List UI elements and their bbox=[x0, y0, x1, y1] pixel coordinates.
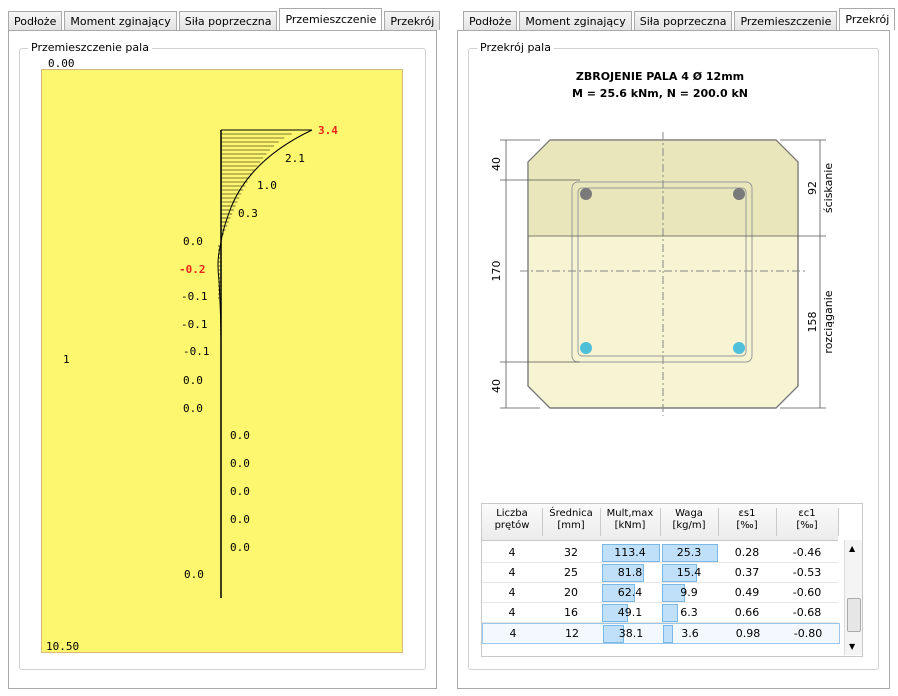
right-tab-1[interactable]: Moment zginający bbox=[519, 11, 631, 30]
dim-compression: 92 bbox=[806, 181, 819, 195]
label-tension: rozciąganie bbox=[822, 290, 835, 354]
displacement-value: 0.0 bbox=[183, 235, 203, 248]
table-cell: 12 bbox=[565, 627, 579, 640]
column-header-unit: [kNm] bbox=[614, 520, 646, 531]
scroll-thumb[interactable] bbox=[847, 598, 861, 632]
table-cell: 0.28 bbox=[734, 546, 760, 559]
displacement-value: -0.1 bbox=[181, 290, 208, 303]
displacement-value: 0.0 bbox=[183, 402, 203, 415]
reinforcement-heading: ZBROJENIE PALA 4 Ø 12mm bbox=[575, 70, 745, 83]
column-header-0[interactable] bbox=[482, 508, 543, 536]
table-row[interactable] bbox=[482, 583, 838, 603]
table-cell: -0.46 bbox=[792, 546, 822, 559]
table-cell: 32 bbox=[564, 546, 578, 559]
table-scrollbar[interactable] bbox=[844, 540, 862, 655]
scroll-up-arrow-icon[interactable]: ▲ bbox=[849, 544, 856, 553]
table-cell: 25.3 bbox=[676, 546, 702, 559]
right-tab-strip bbox=[463, 8, 897, 30]
table-cell: 38.1 bbox=[618, 627, 644, 640]
column-header-5[interactable] bbox=[776, 508, 839, 536]
right-tab-2[interactable]: Siła poprzeczna bbox=[634, 11, 733, 30]
table-cell: 0.37 bbox=[734, 566, 760, 579]
table-cell: 0.98 bbox=[735, 627, 761, 640]
dim-tension: 158 bbox=[806, 311, 819, 333]
table-row[interactable] bbox=[482, 603, 838, 623]
table-row[interactable] bbox=[482, 623, 840, 644]
table-row[interactable] bbox=[482, 563, 838, 583]
column-header-unit: prętów bbox=[494, 520, 530, 531]
table-row[interactable] bbox=[482, 543, 838, 563]
table-cell: 0.66 bbox=[734, 606, 760, 619]
table-cell: -0.68 bbox=[792, 606, 822, 619]
left-tab-3[interactable]: Przemieszczenie bbox=[279, 8, 382, 30]
load-heading: M = 25.6 kNm, N = 200.0 kN bbox=[571, 87, 748, 100]
table-cell: 49.1 bbox=[617, 606, 643, 619]
rebar-top-right bbox=[733, 188, 745, 200]
column-header-1[interactable] bbox=[542, 508, 601, 536]
table-cell: 62.4 bbox=[617, 586, 643, 599]
cross-section-drawing bbox=[480, 130, 860, 420]
table-cell: -0.80 bbox=[793, 627, 823, 640]
left-tab-0[interactable]: Podłoże bbox=[8, 11, 62, 30]
displacement-value: 2.1 bbox=[285, 152, 305, 165]
table-cell: 0.49 bbox=[734, 586, 760, 599]
column-header-unit: [‰] bbox=[796, 520, 818, 531]
table-cell: 81.8 bbox=[617, 566, 643, 579]
table-cell: 3.6 bbox=[681, 627, 699, 640]
column-header-title: Liczba bbox=[496, 508, 528, 519]
displacement-value: 0.3 bbox=[238, 207, 258, 220]
displacement-value: -0.2 bbox=[179, 263, 206, 276]
bars-table bbox=[481, 503, 863, 657]
rebar-top-left bbox=[580, 188, 592, 200]
column-header-title: Waga bbox=[675, 508, 703, 519]
displacement-value: 0.0 bbox=[230, 457, 250, 470]
dim-middle: 170 bbox=[490, 260, 503, 282]
column-header-4[interactable] bbox=[718, 508, 777, 536]
right-tab-3[interactable]: Przemieszczenie bbox=[734, 11, 837, 30]
left-tab-1[interactable]: Moment zginający bbox=[64, 11, 176, 30]
table-cell: 4 bbox=[509, 627, 517, 640]
depth-bottom-label: 10.50 bbox=[46, 640, 80, 653]
column-header-2[interactable] bbox=[600, 508, 661, 536]
table-cell: 25 bbox=[564, 566, 578, 579]
dim-bottom: 40 bbox=[490, 379, 503, 393]
displacement-value: 0.0 bbox=[184, 568, 204, 581]
left-tab-4[interactable]: Przekrój bbox=[384, 11, 440, 30]
column-header-3[interactable] bbox=[660, 508, 719, 536]
column-header-title: Mult,max bbox=[606, 508, 654, 519]
table-cell: 4 bbox=[508, 566, 516, 579]
dim-top: 40 bbox=[490, 157, 503, 171]
displacement-value: 0.0 bbox=[230, 513, 250, 526]
displacement-hatch bbox=[218, 134, 292, 334]
table-cell: 9.9 bbox=[680, 586, 698, 599]
column-header-unit: [kg/m] bbox=[672, 520, 706, 531]
column-header-title: Średnica bbox=[549, 508, 593, 519]
rebar-bottom-right bbox=[733, 342, 745, 354]
table-cell: 4 bbox=[508, 586, 516, 599]
table-cell: 4 bbox=[508, 546, 516, 559]
right-tab-0[interactable]: Podłoże bbox=[463, 11, 517, 30]
column-header-unit: [‰] bbox=[736, 520, 758, 531]
table-cell: 6.3 bbox=[680, 606, 698, 619]
table-cell: 15.4 bbox=[676, 566, 702, 579]
displacement-value: 0.0 bbox=[230, 429, 250, 442]
displacement-value: 0.0 bbox=[230, 485, 250, 498]
displacement-value: 0.0 bbox=[183, 374, 203, 387]
label-compression: ściskanie bbox=[822, 162, 835, 214]
rebar-bottom-left bbox=[580, 342, 592, 354]
right-tab-4[interactable]: Przekrój bbox=[839, 8, 895, 30]
table-cell: 16 bbox=[564, 606, 578, 619]
displacement-value: -0.1 bbox=[181, 318, 208, 331]
table-header bbox=[482, 504, 838, 541]
table-cell: -0.53 bbox=[792, 566, 822, 579]
group-title: Przekrój pala bbox=[477, 41, 554, 54]
table-cell: 20 bbox=[564, 586, 578, 599]
table-cell: 4 bbox=[508, 606, 516, 619]
displacement-value: 3.4 bbox=[318, 124, 338, 137]
displacement-value: -0.1 bbox=[183, 345, 210, 358]
table-cell: 113.4 bbox=[614, 546, 646, 559]
displacement-value: 0.0 bbox=[230, 541, 250, 554]
group-title: Przemieszczenie pala bbox=[28, 41, 152, 54]
left-tab-2[interactable]: Siła poprzeczna bbox=[179, 11, 278, 30]
depth-top-label: 0.00 bbox=[48, 57, 75, 70]
displacement-value: 1.0 bbox=[257, 179, 277, 192]
scroll-down-arrow-icon[interactable]: ▼ bbox=[849, 642, 856, 651]
soil-layer-label: 1 bbox=[63, 353, 70, 366]
column-header-title: εc1 bbox=[798, 508, 816, 519]
table-cell: -0.60 bbox=[792, 586, 822, 599]
column-header-unit: [mm] bbox=[557, 520, 585, 531]
column-header-title: εs1 bbox=[738, 508, 756, 519]
